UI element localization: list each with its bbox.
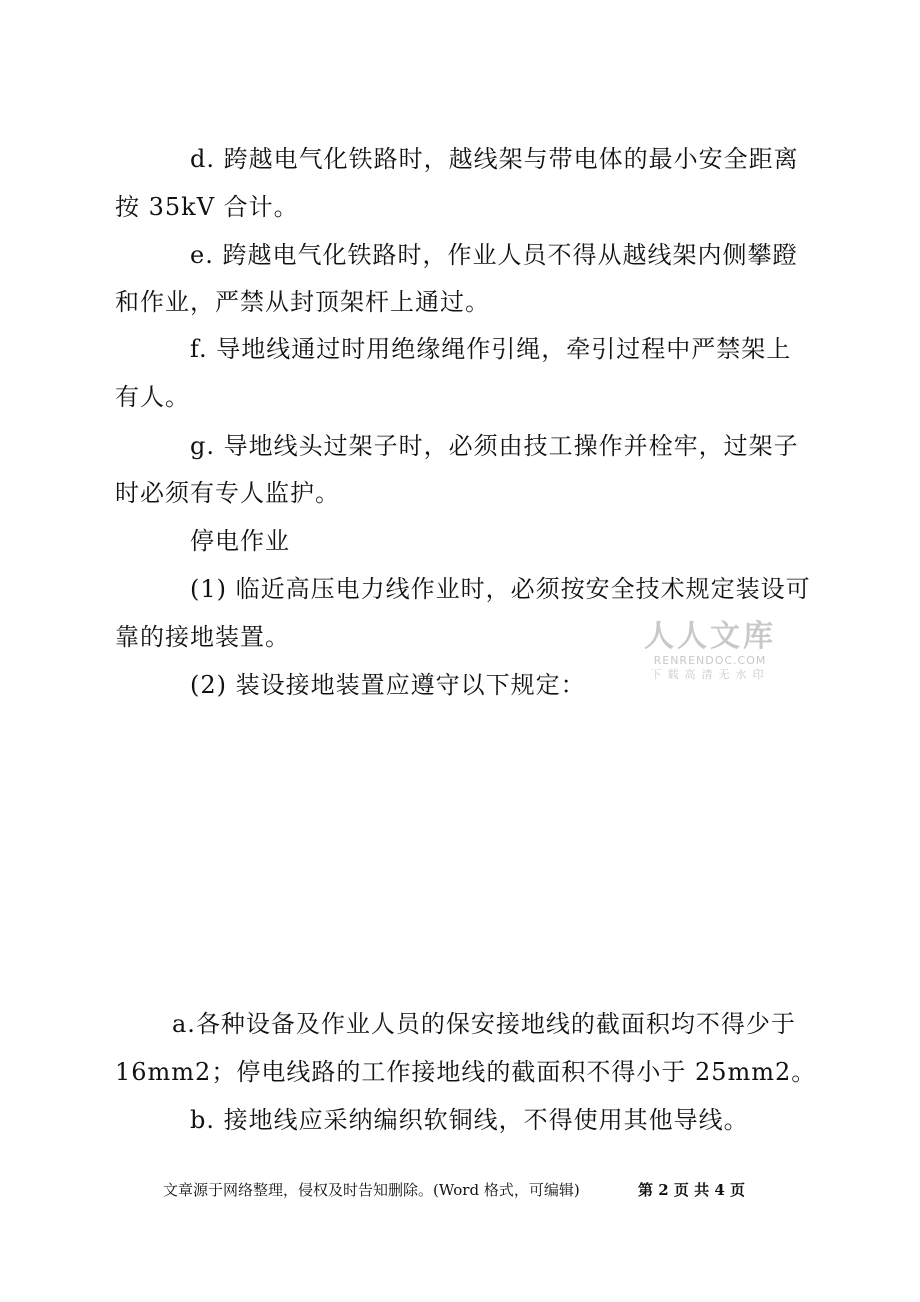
watermark-domain: RENRENDOC.COM (653, 654, 767, 667)
footer-note: 文章源于网络整理，侵权及时告知删除。(Word 格式，可编辑) (163, 1181, 580, 1199)
paragraph-e-line-1: e. 跨越电气化铁路时，作业人员不得从越线架内侧攀蹬 (190, 241, 798, 269)
paragraph-e-line-2: 和作业，严禁从封顶架杆上通过。 (115, 288, 490, 316)
paragraph-g-line-1: g. 导地线头过架子时，必须由技工操作并栓牢，过架子 (190, 432, 799, 460)
page-indicator: 第 2 页 共 4 页 (638, 1181, 745, 1199)
paragraph-f-line-1: f. 导地线通过时用绝缘绳作引绳，牵引过程中严禁架上 (190, 335, 792, 363)
paragraph-f-line-2: 有人。 (115, 383, 190, 411)
watermark-title: 人人文库 (644, 619, 776, 654)
item-1-line-2: 靠的接地装置。 (115, 623, 290, 651)
watermark-tagline: 下载高清无水印 (650, 668, 770, 681)
item-a-line-2: 16mm2；停电线路的工作接地线的截面积不得小于 25mm2。 (115, 1058, 817, 1086)
paragraph-g-line-2: 时必须有专人监护。 (115, 479, 340, 507)
paragraph-d-line-2: 按 35kV 合计。 (115, 193, 299, 221)
item-2-line-1: (2) 装设接地装置应遵守以下规定： (190, 671, 586, 699)
watermark-logo (640, 620, 780, 682)
paragraph-d-line-1: d. 跨越电气化铁路时，越线架与带电体的最小安全距离 (190, 145, 799, 173)
item-b-line-1: b. 接地线应采纳编织软铜线，不得使用其他导线。 (190, 1106, 749, 1134)
section-heading-power-off: 停电作业 (190, 527, 290, 555)
item-1-line-1: (1) 临近高压电力线作业时，必须按安全技术规定装设可 (190, 575, 811, 603)
item-a-line-1: a.各种设备及作业人员的保安接地线的截面积均不得少于 (172, 1010, 796, 1038)
